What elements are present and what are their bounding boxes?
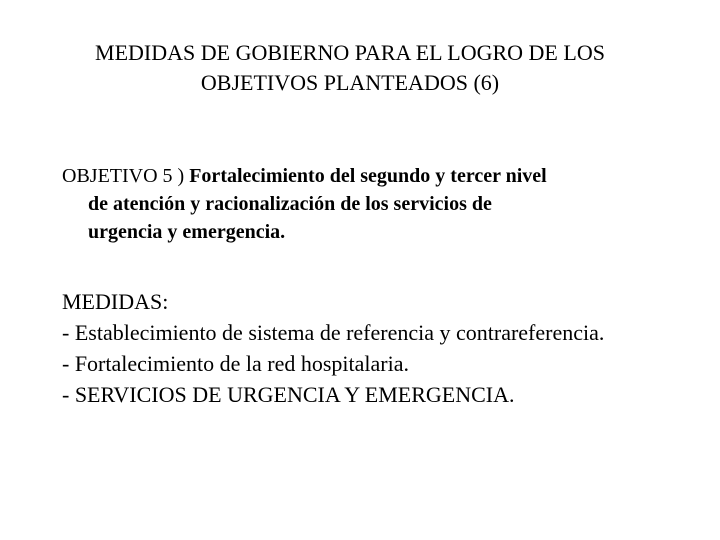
measure-item-3: - SERVICIOS DE URGENCIA Y EMERGENCIA.	[62, 382, 515, 407]
measure-item-1: - Establecimiento de sistema de referencia y contrareferencia.	[62, 320, 605, 345]
slide-title-line-2: OBJETIVOS PLANTEADOS (6)	[200, 70, 500, 95]
measures-heading: MEDIDAS:	[62, 289, 169, 314]
measures-block	[62, 286, 702, 410]
slide-title-line-1: MEDIDAS DE GOBIERNO PARA EL LOGRO DE LOS	[95, 40, 605, 65]
measure-item-2: - Fortalecimiento de la red hospitalaria.	[62, 351, 409, 376]
objective-text-line-2: de atención y racionalización de los servicios de	[88, 193, 492, 215]
objective-text-line-3: urgencia y emergencia.	[88, 221, 286, 243]
objective-block	[62, 162, 672, 246]
slide-title	[30, 38, 670, 98]
objective-first-line	[62, 162, 672, 190]
objective-text-line-1: Fortalecimiento del segundo y tercer nivel	[189, 165, 547, 187]
objective-label: OBJETIVO 5 )	[62, 165, 185, 187]
